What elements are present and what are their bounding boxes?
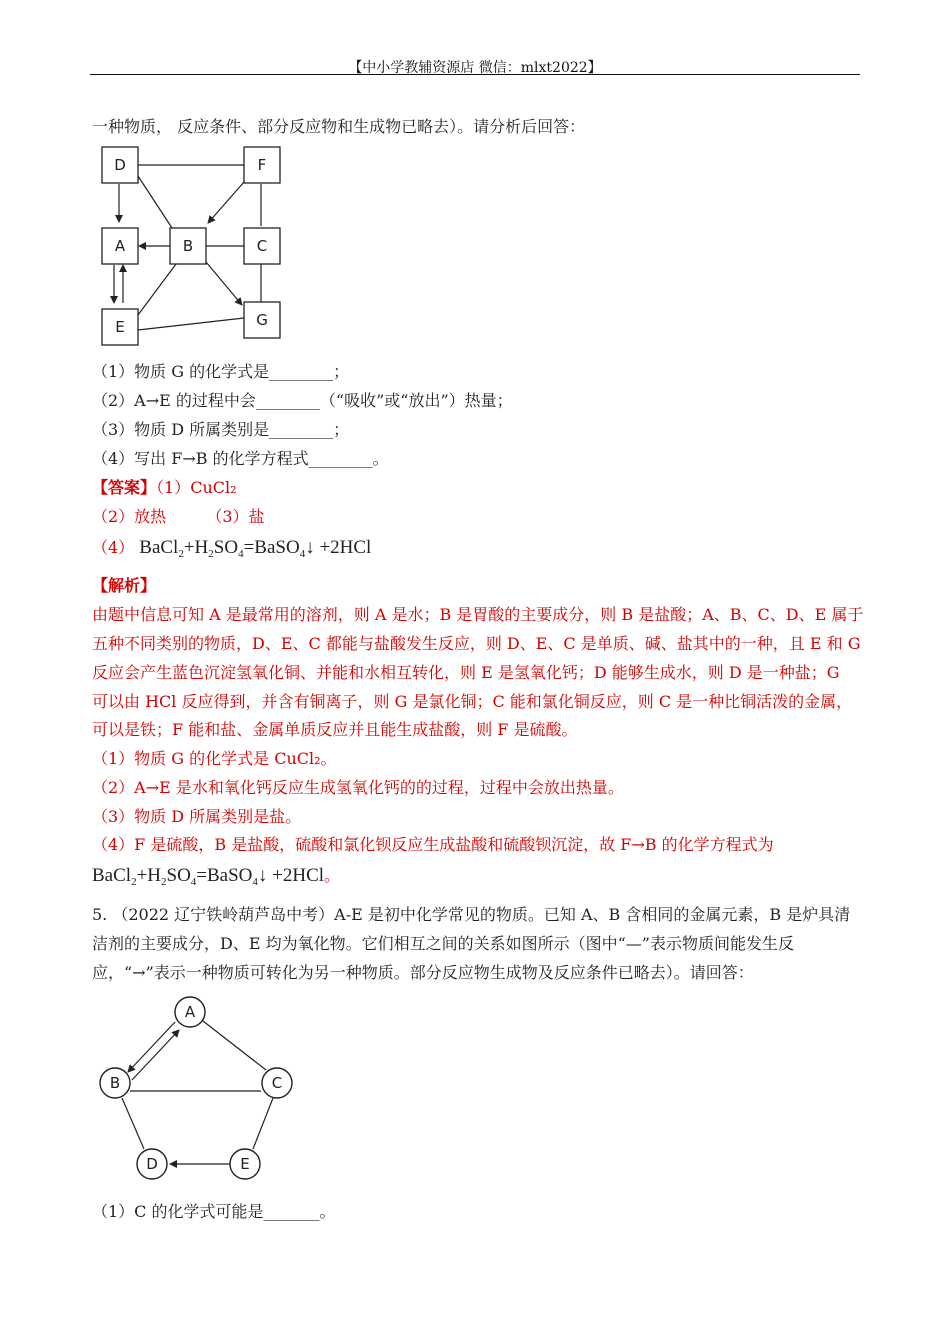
q5-node-b-label: B [109, 1074, 121, 1092]
node-c-label: C [256, 237, 268, 255]
q5-line-2: 洁剂的主要成分，D、E 均为氧化物。它们相互之间的关系如图所示（图中“—”表示物质间能发生反 [92, 934, 794, 953]
page-header: 【中小学教辅资源店 微信：mlxt2022】 [348, 60, 602, 76]
q4-question-2: （2）A→E 的过程中会________（“吸收”或“放出”）热量； [92, 391, 513, 410]
answer-tag: 【答案】 [92, 478, 157, 497]
node-a-label: A [114, 237, 126, 255]
answer-4-prefix: （4） [92, 538, 135, 557]
analysis-answer-2: （2）A→E 是水和氧化钙反应生成氢氧化钙的的过程，过程中会放出热量。 [92, 778, 624, 797]
edge-d-b [138, 176, 172, 228]
edge-b-e [138, 264, 176, 315]
node-f-label: F [257, 156, 267, 174]
header-divider [90, 74, 860, 75]
analysis-line-1: 由题中信息可知 A 是最常用的溶剂，则 A 是水；B 是胃酸的主要成分，则 B 是盐酸；A、B、C、D、E 属于 [92, 605, 864, 624]
analysis-line-4: 可以由 HCl 反应得到，并含有铜离子，则 G 是氯化铜；C 能和氯化铜反应，则 C 是一种比铜活泼的金属， [92, 692, 853, 711]
node-b-label: B [182, 237, 194, 255]
q5-relation-diagram [90, 992, 310, 1188]
q4-relation-diagram [96, 140, 296, 350]
arrow-b-g [206, 262, 242, 305]
edge-b-d [122, 1098, 144, 1149]
answer-1: （1）CuCl₂ [156, 478, 237, 497]
q5-node-a-label: A [184, 1003, 196, 1021]
q4-answer-line-4 [92, 536, 371, 566]
q4-question-3: （3）物质 D 所属类别是________； [92, 420, 350, 439]
q4-intro: 一种物质， 反应条件、部分反应物和生成物已略去）。请分析后回答： [92, 117, 586, 136]
analysis-line-5: 可以是铁；F 能和盐、金属单质反应并且能生成盐酸，则 F 是硫酸。 [92, 720, 578, 739]
q5-line-3: 应，“→”表示一种物质可转化为另一种物质。部分反应物生成物及反应条件已略去）。请回答： [92, 963, 754, 982]
node-g-label: G [256, 311, 268, 329]
analysis-equation-formula: $BaCl_2+H_2SO_4=BaSO_4↓ +2HCl$ [92, 865, 325, 888]
arrow-a-b [128, 1022, 175, 1072]
q4-answer-line-2 [92, 507, 265, 527]
arrow-b-a [132, 1030, 179, 1080]
q5-line-1: 5. （2022 辽宁铁岭葫芦岛中考）A-E 是初中化学常见的物质。已知 A、B 含相同的金属元素，B 是炉具清 [92, 905, 851, 924]
q5-node-c-label: C [271, 1074, 283, 1092]
edge-c-e [253, 1098, 273, 1149]
q4-question-1: （1）物质 G 的化学式是________； [92, 362, 350, 381]
analysis-line-3: 反应会产生蓝色沉淀氢氧化铜、并能和水相互转化，则 E 是氢氧化钙；D 能够生成水，则 D 是一种盐；G [92, 663, 840, 682]
answer-4-equation: $BaCl_2+H_2SO_4=BaSO_4↓ +2HCl$ [139, 537, 372, 560]
edge-e-g [138, 318, 244, 330]
q4-question-4: （4）写出 F→B 的化学方程式________。 [92, 449, 389, 468]
analysis-answer-4: （4）F 是硫酸，B 是盐酸，硫酸和氯化钡反应生成盐酸和硫酸钡沉淀，故 F→B 的化学方程式为 [92, 835, 774, 854]
analysis-tag: 【解析】 [92, 576, 157, 595]
node-d-label: D [114, 156, 126, 174]
q5-question-1: （1）C 的化学式可能是_______。 [92, 1202, 336, 1221]
analysis-answer-1: （1）物质 G 的化学式是 CuCl₂。 [92, 749, 337, 768]
answer-3: （3）盐 [206, 507, 265, 526]
analysis-line-2: 五种不同类别的物质，D、E、C 都能与盐酸发生反应，则 D、E、C 是单质、碱、盐其中的一种，且 E 和 G [92, 634, 861, 653]
q5-node-e-label: E [240, 1155, 250, 1173]
edge-a-c [203, 1021, 266, 1070]
arrow-f-b [208, 182, 244, 223]
q4-answer-line-1 [92, 478, 237, 498]
analysis-answer-3: （3）物质 D 所属类别是盐。 [92, 807, 302, 826]
node-e-label: E [115, 318, 125, 336]
answer-2: （2）放热 [92, 507, 167, 526]
analysis-equation: $BaCl_2+H_2SO_4=BaSO_4↓ +2HCl$。 [92, 865, 341, 888]
q5-node-d-label: D [146, 1155, 158, 1173]
